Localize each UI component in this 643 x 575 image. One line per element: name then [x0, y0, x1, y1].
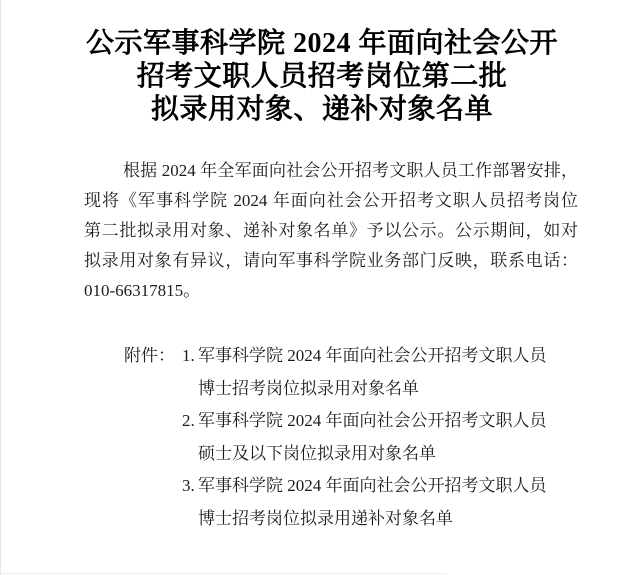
- title-line-2: 招考文职人员招考岗位第二批: [136, 61, 508, 92]
- attachment-list: [124, 340, 598, 535]
- paragraph-line-4: 拟录用对象有异议，请向军事科学院业务部门反映，联系电话：: [84, 251, 578, 270]
- attachment-item-1: [182, 340, 598, 405]
- attachment-1-line-2: 博士招考岗位拟录用对象名单: [198, 378, 419, 398]
- title-line-3: 拟录用对象、递补对象名单: [150, 94, 493, 125]
- attachment-3-line-2: 博士招考岗位拟录用递补对象名单: [198, 508, 453, 528]
- attachment-2-line-1: 军事科学院 2024 年面向社会公开招考文职人员: [198, 411, 547, 430]
- attachment-item-3: [182, 470, 598, 535]
- attachment-number-2: 2.: [182, 411, 195, 430]
- document-title: [1, 0, 643, 126]
- attachment-text-1: [198, 340, 598, 405]
- attachment-number-3: 3.: [182, 476, 195, 495]
- attachment-3-line-1: 军事科学院 2024 年面向社会公开招考文职人员: [198, 476, 547, 495]
- paragraph-line-1: 根据 2024 年全军面向社会公开招考文职人员工作部署安排，: [123, 161, 578, 180]
- paragraph-line-2: 现将《军事科学院 2024 年面向社会公开招考文职人员招考岗位: [84, 191, 578, 210]
- attachment-text-3: [198, 470, 598, 535]
- body-paragraph: [84, 156, 578, 306]
- paragraph-line-3: 第二批拟录用对象、递补对象名单》予以公示。公示期间，如对: [84, 221, 578, 240]
- attachment-2-line-2: 硕士及以下岗位拟录用对象名单: [198, 443, 436, 463]
- attachment-1-line-1: 军事科学院 2024 年面向社会公开招考文职人员: [198, 346, 547, 365]
- contact-phone-line: 010-66317815。: [84, 281, 201, 300]
- attachment-item-2: [182, 405, 598, 470]
- title-line-1: 公示军事科学院 2024 年面向社会公开: [85, 28, 558, 59]
- attachment-items: [182, 340, 598, 535]
- attachment-label: 附件：: [124, 346, 175, 365]
- attachment-number-1: 1.: [182, 346, 195, 365]
- attachment-text-2: [198, 405, 598, 470]
